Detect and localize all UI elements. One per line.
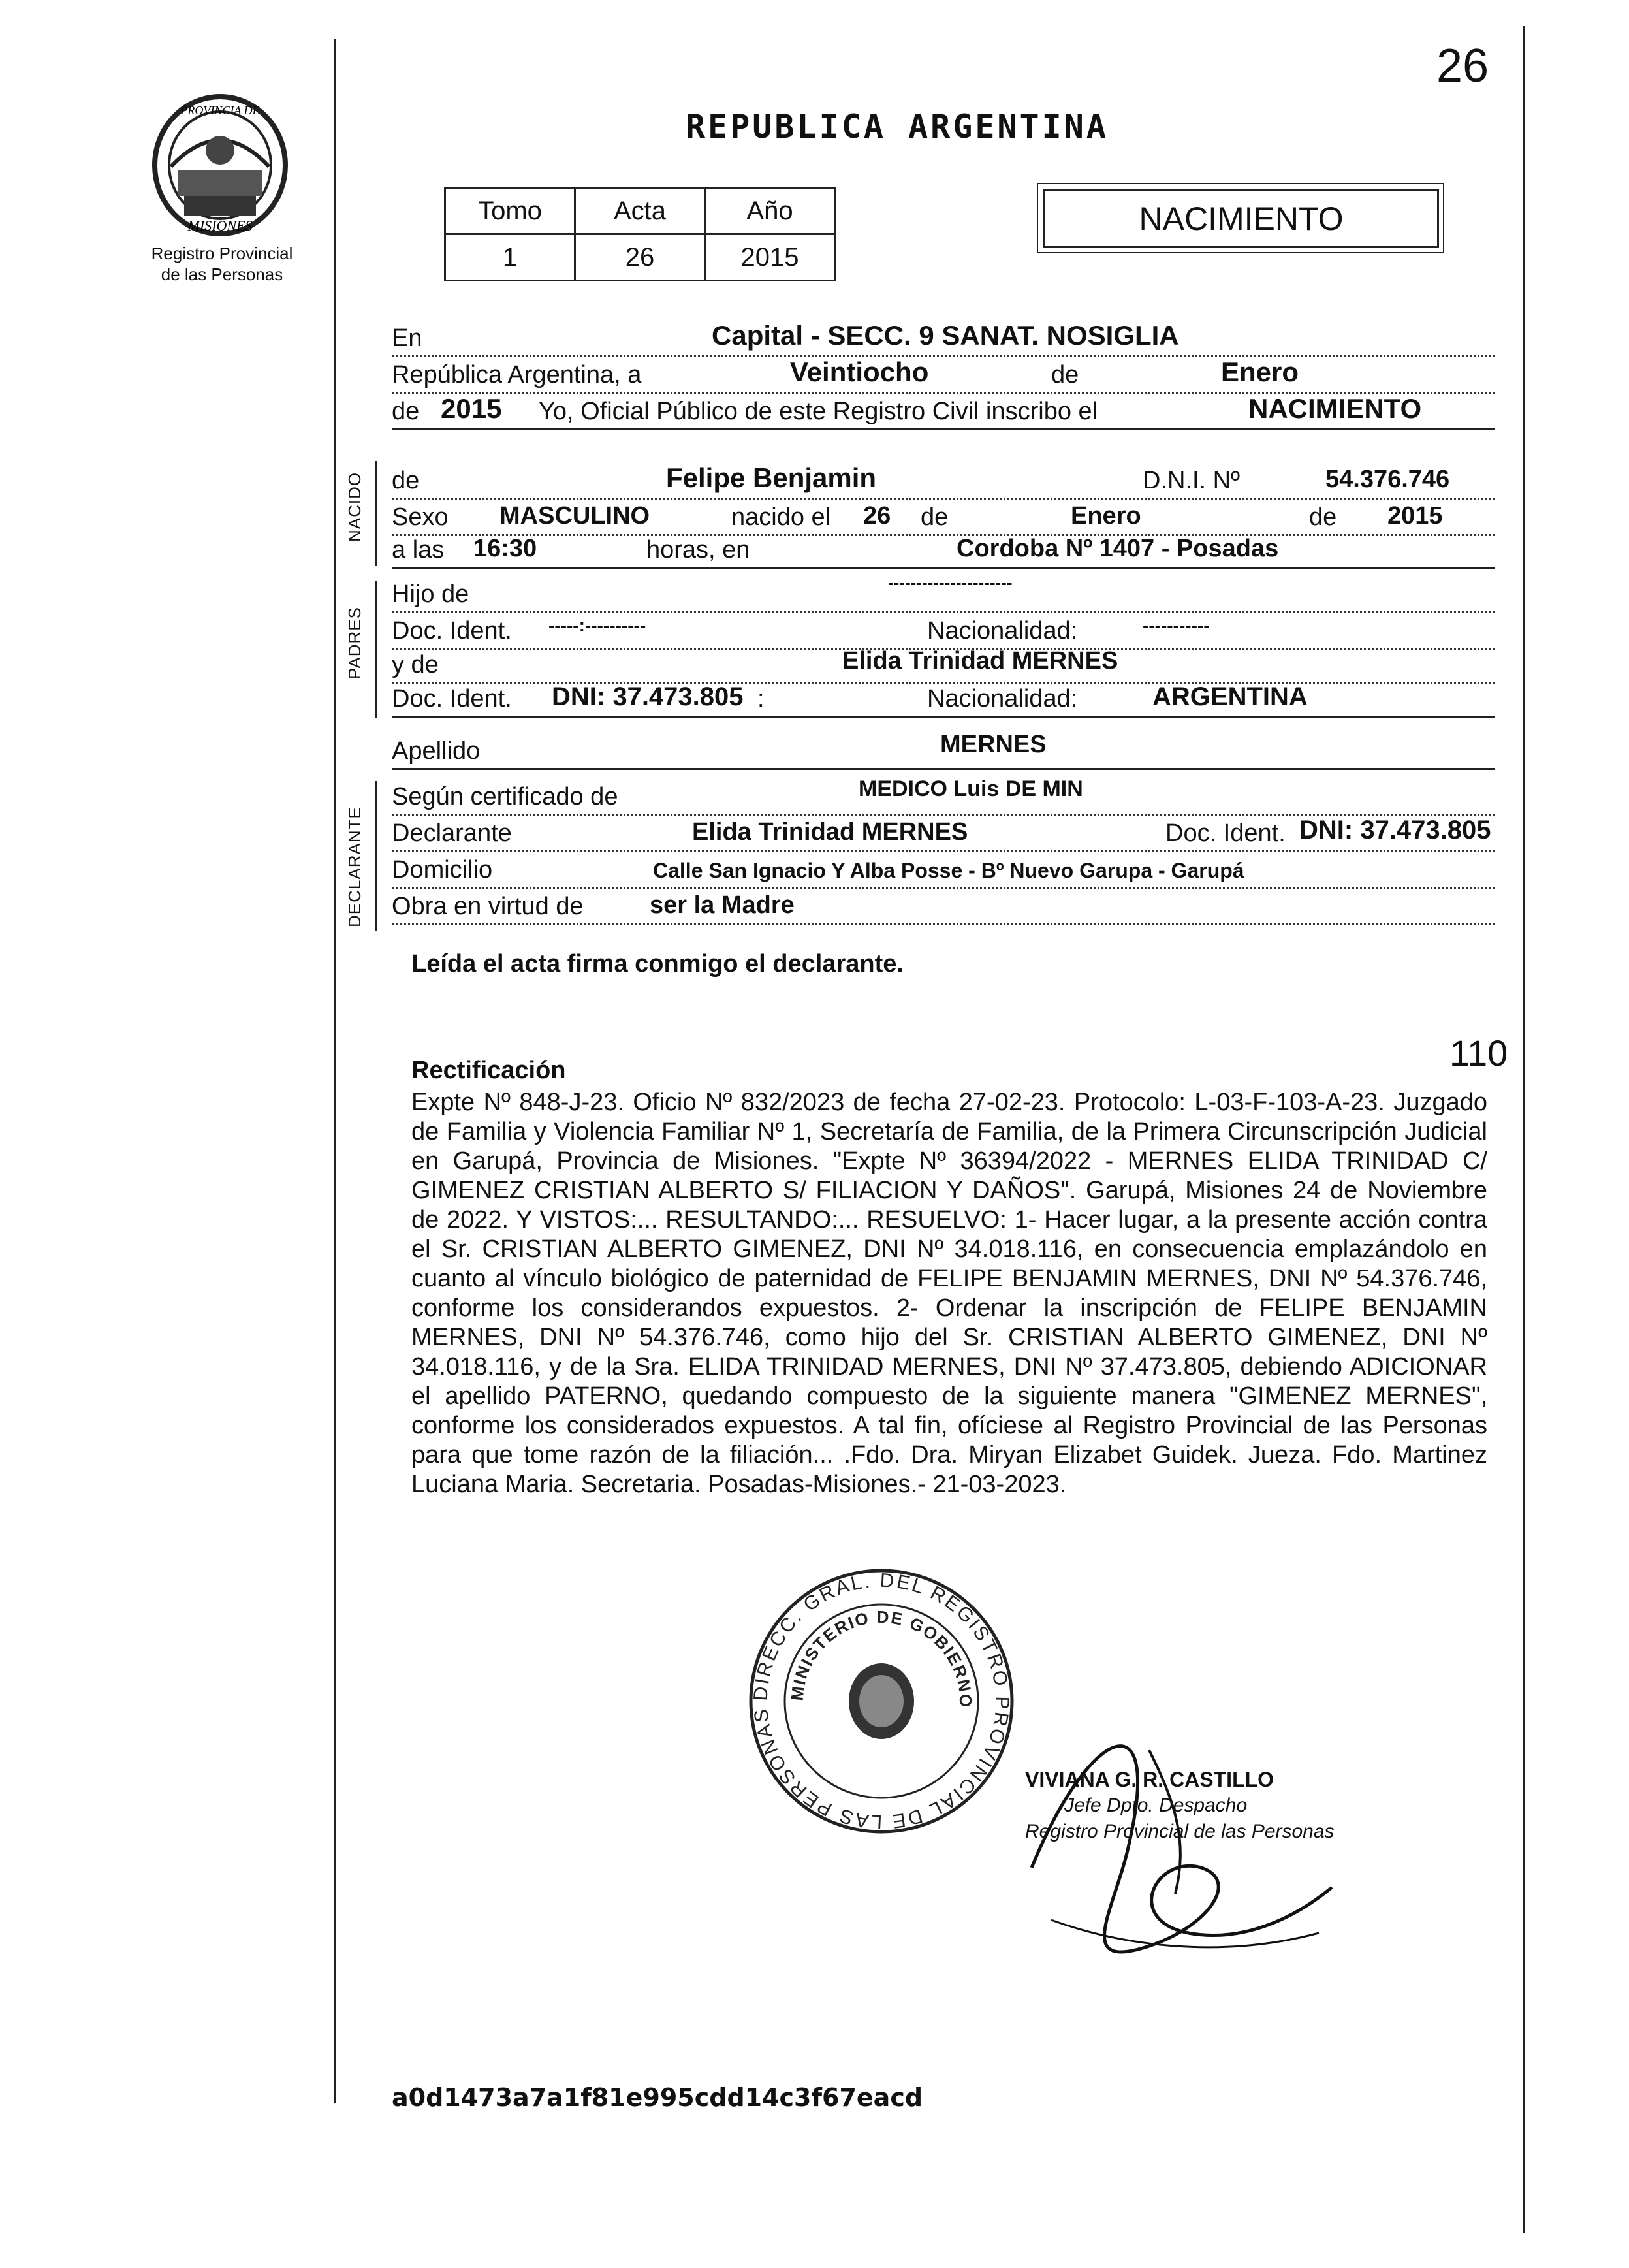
signature-block [1025,1766,1335,1845]
page-number: 26 [1436,40,1489,92]
domicilio-label: Domicilio [392,856,493,884]
obra-label: Obra en virtud de [392,893,584,920]
apellido-value: MERNES [940,731,1047,758]
yo-label: Yo, Oficial Público de este Registro Civil inscribo el [539,398,1098,425]
declarante-value: Elida Trinidad MERNES [692,818,968,846]
table-value-tomo: 1 [445,234,575,281]
row-apellido [392,731,1495,770]
seal-caption [124,243,320,285]
hijo-de-value: ---------------------- [888,573,1013,592]
nacionalidad-2-value: ARGENTINA [1152,682,1308,711]
row-segun [392,777,1495,816]
segun-value: MEDICO Luis DE MIN [859,776,1083,801]
nacido-divider [375,461,377,566]
horas-en-label: horas, en [646,536,750,564]
de2-label: de [392,398,420,425]
hijo-de-label: Hijo de [392,581,469,608]
hora-value: 16:30 [473,535,537,562]
tomo-acta-anio-table [444,187,836,281]
doc-ident-2-suffix: : [757,685,765,712]
padres-section-label: PADRES [345,607,364,679]
seal-caption-line2: de las Personas [161,264,283,284]
domicilio-value: Calle San Ignacio Y Alba Posse - Bº Nuevo Garupa - Garupá [653,859,1244,882]
row-republica [392,355,1495,394]
country-title: REPUBLICA ARGENTINA [686,108,1109,146]
apellido-label: Apellido [392,737,481,765]
republica-label: República Argentina, a [392,361,642,389]
table-header-tomo: Tomo [445,188,575,234]
sexo-label: Sexo [392,503,449,531]
dia-value: Veintiocho [790,357,929,387]
declarante-divider [375,781,377,931]
doc-ident-2-label: Doc. Ident. [392,685,512,712]
nacionalidad-1-value: ----------- [1143,615,1210,635]
row-hijo-de [392,575,1495,613]
nacido-de-label: de [921,503,949,531]
row-inscripcion [392,392,1495,430]
signed-statement: Leída el acta firma conmigo el declarante. [411,950,904,978]
dni-label: D.N.I. Nº [1143,467,1240,494]
nacido-section-label: NACIDO [345,471,364,542]
seal-caption-line1: Registro Provincial [151,244,293,263]
row-obra [392,887,1495,925]
nombre-de-label: de [392,467,420,494]
doc-ident-label: Doc. Ident. [392,617,512,645]
y-de-label: y de [392,651,439,679]
row-doc-ident-2 [392,679,1495,718]
rectificacion-number: 110 [1449,1032,1508,1074]
row-hora-lugar [392,530,1495,569]
padres-divider [375,581,377,718]
doc-ident-1-value: -----:---------- [548,615,646,635]
de-label: de [1051,361,1079,389]
right-margin-rule [1523,26,1525,2233]
acta-type-box: NACIMIENTO [1043,189,1439,248]
row-y-de [392,645,1495,684]
nacionalidad-2-label: Nacionalidad: [927,685,1078,712]
declarante-doc-label: Doc. Ident. [1165,820,1286,847]
lugar-value: Cordoba Nº 1407 - Posadas [957,535,1279,562]
nacido-dia-value: 26 [863,502,891,530]
madre-value: Elida Trinidad MERNES [842,647,1118,675]
nombre-value: Felipe Benjamin [666,462,877,493]
sexo-value: MASCULINO [499,502,650,530]
seal-text-top: PROVINCIA DE [180,104,260,117]
table-header-acta: Acta [575,188,705,234]
declarante-section-label: DECLARANTE [345,807,364,927]
a-las-label: a las [392,536,445,564]
rectificacion-title: Rectificación [411,1057,566,1084]
table-value-anio: 2015 [705,234,835,281]
declarante-label: Declarante [392,820,512,847]
stamp-ring-text: DIRECC. GRAL. DEL REGISTRO PROVINCIAL DE LAS PERSONAS [750,1569,1013,1833]
dni-value: 54.376.746 [1325,466,1450,493]
stamp-inner-text: MINISTERIO DE GOBIERNO [787,1606,976,1709]
rectificacion-body: Expte Nº 848-J-23. Oficio Nº 832/2023 de fecha 27-02-23. Protocolo: L-03-F-103-A-23. Juzgado de Familia y Violencia Familiar Nº 1, Secretaría de Familia, de la Primera Circunscripción Judicial en Garupá, Provincia de Misiones. "Expte Nº 36394/2022 - MERNES ELIDA TRINIDAD C/ GIMENEZ CRISTIAN ALBERTO S/ FILIACION Y DAÑOS". Garupá, Misiones 24 de Noviembre de 2022. Y VISTOS:... RESULTANDO:... RESUELVO: 1- Hacer lugar, a la presente acción contra el Sr. CRISTIAN ALBERTO GIMENEZ, DNI Nº 34.018.116, en consecuencia emplazándolo en cuanto al vínculo biológico de paternidad de FELIPE BENJAMIN MERNES, DNI Nº 54.376.746, conforme los considerandos expuestos. 2- Ordenar la inscripción de FELIPE BENJAMIN MERNES, DNI Nº 54.376.746, como hijo del Sr. CRISTIAN ALBERTO GIMENEZ, DNI Nº 34.018.116, y de la Sra. ELIDA TRINIDAD MERNES, DNI Nº 37.473.805, debiendo ADICIONAR el apellido PATERNO, quedando compuesto de la siguiente manera "GIMENEZ MERNES", conforme los considerados expuestos. A tal fin, ofíciese al Registro Provincial de las Personas para que tome razón de la filiación... .Fdo. Dra. Miryan Elizabet Guidek. Jueza. Fdo. Martinez Luciana Maria. Secretaria. Posadas-Misiones.- 21-03-2023. [411,1089,1487,1498]
official-stamp-icon [744,1564,1019,1838]
signature-office: Registro Provincial de las Personas [1025,1821,1335,1842]
table-header-anio: Año [705,188,835,234]
nacido-mes-value: Enero [1071,502,1141,530]
signature-role: Jefe Dpto. Despacho [1064,1795,1248,1816]
doc-ident-2-value: DNI: 37.473.805 [552,682,744,711]
seal-text-bottom: MISIONES [187,217,253,234]
segun-label: Según certificado de [392,783,618,810]
left-margin-rule [334,39,336,2103]
nacionalidad-1-label: Nacionalidad: [927,617,1078,645]
anio-value: 2015 [441,393,502,424]
en-value: Capital - SECC. 9 SANAT. NOSIGLIA [712,320,1179,351]
row-doc-ident-1 [392,611,1495,650]
row-en [392,319,1495,357]
row-domicilio [392,850,1495,889]
mes-value: Enero [1221,357,1299,387]
nacido-anio-value: 2015 [1387,502,1443,530]
declarante-doc-value: DNI: 37.473.805 [1299,816,1491,844]
provincial-seal-icon [145,88,295,245]
row-nombre [392,461,1495,500]
en-label: En [392,325,422,352]
table-value-acta: 26 [575,234,705,281]
obra-value: ser la Madre [650,891,795,919]
nacido-de-label-2: de [1309,503,1337,531]
row-declarante [392,814,1495,852]
inscribo-value: NACIMIENTO [1248,393,1422,424]
signature-name: VIVIANA G. R. CASTILLO [1025,1768,1274,1791]
document-hash: a0d1473a7a1f81e995cdd14c3f67eacd [392,2083,923,2112]
nacido-el-label: nacido el [731,503,831,531]
